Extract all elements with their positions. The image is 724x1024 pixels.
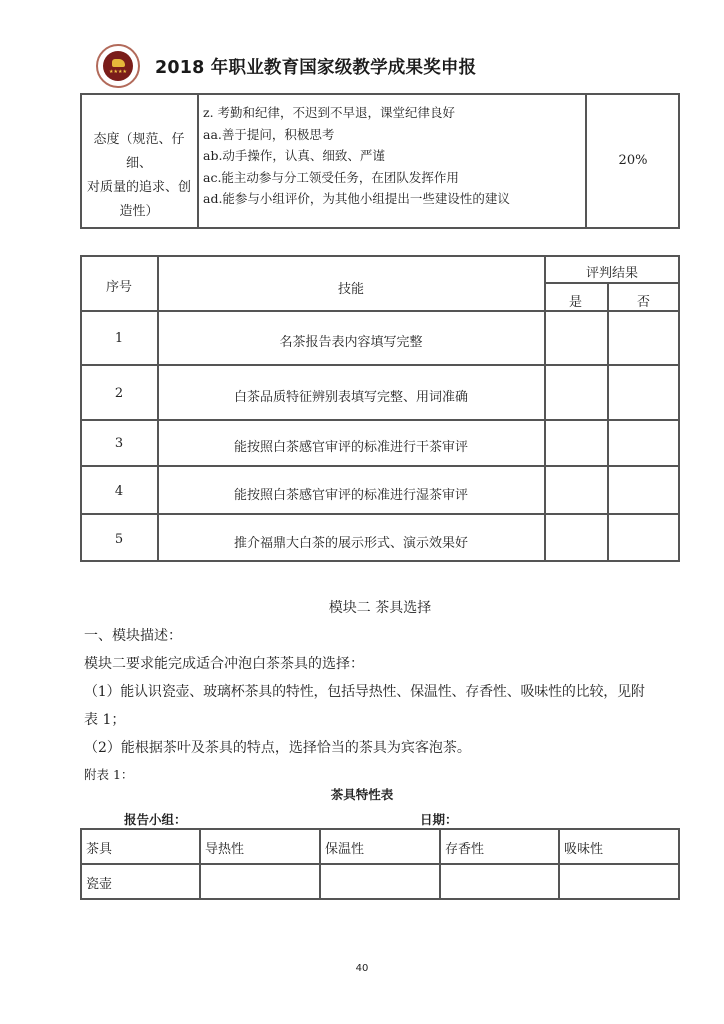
date-label: 日期： bbox=[420, 812, 458, 827]
table-border bbox=[80, 93, 680, 95]
row-teaware-name: 瓷壶 bbox=[86, 877, 113, 892]
document-title: 2018 年职业教育国家级教学成果奖申报 bbox=[155, 58, 477, 78]
no-cell[interactable] bbox=[609, 366, 677, 418]
table-border bbox=[80, 560, 680, 562]
horse-icon bbox=[112, 59, 125, 67]
yes-cell[interactable] bbox=[546, 421, 606, 464]
school-emblem-logo bbox=[96, 44, 140, 88]
heat-retention-cell[interactable] bbox=[321, 865, 438, 897]
appendix-label: 附表 1： bbox=[84, 767, 134, 782]
header-yes: 是 bbox=[568, 295, 582, 310]
report-group-label: 报告小组： bbox=[124, 812, 187, 827]
header-teaware: 茶具 bbox=[86, 842, 113, 857]
criterion-cell bbox=[82, 128, 196, 224]
table-border bbox=[678, 828, 680, 899]
header-no: 否 bbox=[636, 295, 650, 310]
header-index: 序号 bbox=[105, 280, 132, 295]
header-heat-conduction: 导热性 bbox=[205, 842, 245, 857]
criterion-line: 造性） bbox=[119, 204, 159, 219]
row-skill: 名茶报告表内容填写完整 bbox=[279, 335, 423, 350]
criterion-item: z. 考勤和纪律，不迟到不早退，课堂纪律良好 bbox=[203, 105, 456, 120]
module-item-2: （2）能根据茶叶及茶具的特点，选择恰当的茶具为宾客泡茶。 bbox=[84, 740, 471, 756]
table-border bbox=[80, 255, 82, 561]
row-index: 4 bbox=[114, 484, 124, 499]
odor-absorption-cell[interactable] bbox=[560, 865, 677, 897]
emblem-inner bbox=[103, 51, 133, 81]
no-cell[interactable] bbox=[609, 515, 677, 559]
yes-cell[interactable] bbox=[546, 467, 606, 512]
table-border bbox=[80, 898, 680, 900]
module-item-1: （1）能认识瓷壶、玻璃杯茶具的特性，包括导热性、保温性、存香性、吸味性的比较，见附 bbox=[84, 684, 645, 700]
module-item-1-cont: 表 1； bbox=[84, 712, 126, 728]
header-result: 评判结果 bbox=[585, 266, 638, 281]
header-aroma-retention: 存香性 bbox=[445, 842, 485, 857]
module-intro: 模块二要求能完成适合冲泡白茶茶具的选择： bbox=[84, 656, 364, 672]
table-border bbox=[80, 255, 680, 257]
no-cell[interactable] bbox=[609, 467, 677, 512]
row-skill: 能按照白茶感官审评的标准进行湿茶审评 bbox=[233, 488, 468, 503]
section-heading: 一、模块描述： bbox=[84, 628, 182, 644]
table-border bbox=[157, 255, 159, 561]
header-odor-absorption: 吸味性 bbox=[564, 842, 604, 857]
table-border bbox=[80, 828, 82, 899]
criterion-item: ad.能参与小组评价，为其他小组提出一些建设性的建议 bbox=[203, 191, 510, 206]
row-skill: 白茶品质特征辨别表填写完整、用词准确 bbox=[233, 390, 468, 405]
yes-cell[interactable] bbox=[546, 366, 606, 418]
criterion-line: 态度（规范、仔细、 bbox=[93, 132, 185, 171]
table-border bbox=[544, 282, 680, 284]
criterion-item: ab.动手操作，认真、细致、严谨 bbox=[203, 148, 385, 163]
criterion-item: aa.善于提问，积极思考 bbox=[203, 126, 335, 142]
weight-cell: 20% bbox=[618, 153, 648, 168]
heat-conduction-cell[interactable] bbox=[201, 865, 318, 897]
criterion-line: 对质量的追求、创 bbox=[86, 180, 191, 195]
stars-icon: ★★★★ bbox=[109, 69, 127, 75]
yes-cell[interactable] bbox=[546, 515, 606, 559]
header-skill: 技能 bbox=[337, 282, 364, 297]
teaware-table-title: 茶具特性表 bbox=[330, 787, 394, 802]
criterion-item: ac.能主动参与分工领受任务，在团队发挥作用 bbox=[203, 169, 459, 185]
table-border bbox=[80, 828, 680, 830]
row-skill: 能按照白茶感官审评的标准进行干茶审评 bbox=[233, 440, 468, 455]
page-number: 40 bbox=[355, 963, 369, 974]
row-index: 3 bbox=[114, 436, 124, 451]
row-index: 1 bbox=[114, 331, 124, 346]
row-index: 2 bbox=[114, 386, 124, 401]
module-title: 模块二 茶具选择 bbox=[328, 600, 432, 616]
no-cell[interactable] bbox=[609, 421, 677, 464]
criterion-items bbox=[203, 102, 510, 210]
no-cell[interactable] bbox=[609, 312, 677, 363]
yes-cell[interactable] bbox=[546, 312, 606, 363]
header-heat-retention: 保温性 bbox=[325, 842, 365, 857]
table-border bbox=[80, 227, 680, 229]
row-skill: 推介福鼎大白茶的展示形式、演示效果好 bbox=[233, 536, 468, 551]
aroma-retention-cell[interactable] bbox=[441, 865, 557, 897]
row-index: 5 bbox=[114, 532, 124, 547]
table-border bbox=[197, 93, 199, 228]
